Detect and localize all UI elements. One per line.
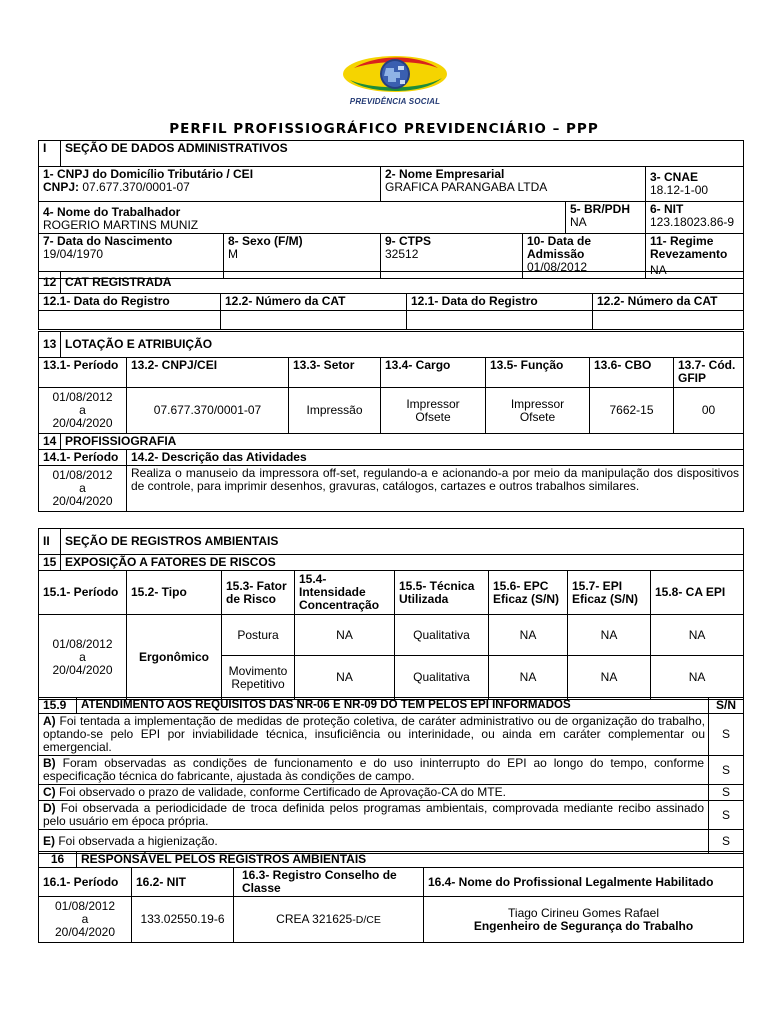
sex-label: 8- Sexo (F/M) bbox=[228, 234, 303, 248]
lotacao-funcao: Impressor Ofsete bbox=[486, 388, 590, 434]
risk-period bbox=[39, 615, 127, 700]
cat-header-number-2: 12.2- Número da CAT bbox=[593, 294, 744, 311]
lotacao-table bbox=[38, 331, 744, 512]
cat-table bbox=[38, 271, 744, 330]
lotacao-header-funcao: 13.5- Função bbox=[486, 358, 590, 388]
lotacao-cnpj: 07.677.370/0001-07 bbox=[127, 388, 289, 434]
profissiografia-section-title: PROFISSIOGRAFIA bbox=[61, 434, 744, 450]
lotacao-section-title: LOTAÇÃO E ATRIBUIÇÃO bbox=[61, 332, 744, 358]
responsible-period bbox=[39, 897, 132, 943]
requirement-c-value: S bbox=[709, 785, 744, 801]
requirement-d-body: Foi observada a periodicidade de troca definida pelos programas ambientais, comprovada mediante recibo assinado pelo usuário em época própria. bbox=[43, 801, 704, 828]
risk-tipo: Ergonômico bbox=[127, 615, 222, 700]
cat-date-1-value bbox=[39, 311, 221, 330]
previdencia-logo bbox=[330, 48, 460, 114]
lotacao-cargo: Impressor Ofsete bbox=[381, 388, 486, 434]
profissiografia-period-start: 01/08/2012 bbox=[52, 468, 113, 482]
requirement-e-value: S bbox=[709, 830, 744, 854]
crea-number: CREA 321625 bbox=[276, 911, 353, 926]
cat-header-number-1: 12.2- Número da CAT bbox=[221, 294, 407, 311]
nit-value: 123.18023.86-9 bbox=[650, 215, 735, 229]
risk-ca-movimento: NA bbox=[651, 656, 744, 700]
lotacao-cbo: 7662-15 bbox=[590, 388, 674, 434]
profissiografia-period bbox=[39, 466, 127, 512]
crea-suffix: -D/CE bbox=[352, 913, 381, 926]
requirement-b-value: S bbox=[709, 756, 744, 785]
cat-header-date-2: 12.1- Data do Registro bbox=[407, 294, 593, 311]
section-2-title: SEÇÃO DE REGISTROS AMBIENTAIS bbox=[61, 529, 744, 555]
section-2-number: II bbox=[39, 529, 61, 555]
requirement-b-body: Foram observadas as condições de funcionamento e do uso ininterrupto do EPI ao longo do tempo, conforme especificação técnica do fabricante, ajustada às condições de campo. bbox=[43, 756, 704, 783]
risk-header-tipo: 15.2- Tipo bbox=[127, 571, 222, 615]
lotacao-header-cnpj: 13.2- CNPJ/CEI bbox=[127, 358, 289, 388]
nit-cell bbox=[646, 202, 744, 234]
lotacao-header-setor: 13.3- Setor bbox=[289, 358, 381, 388]
lotacao-section-number: 13 bbox=[39, 332, 61, 358]
agency-name: PREVIDÊNCIA SOCIAL bbox=[349, 97, 441, 106]
activity-description: Realiza o manuseio da impressora off-set, regulando-a e acionando-a por meio da manipulação dos dispositivos de controle, para imprimir desenhos, gravuras, catálogos, cartazes e outros trabalhos similares. bbox=[127, 466, 744, 512]
section-1-title: SEÇÃO DE DADOS ADMINISTRATIVOS bbox=[61, 141, 744, 167]
exposicao-section-number: 15 bbox=[39, 555, 61, 571]
lotacao-gfip: 00 bbox=[674, 388, 744, 434]
cnpj-value: 07.677.370/0001-07 bbox=[82, 180, 190, 194]
requirement-a-text bbox=[39, 714, 709, 756]
risk-header-fator: 15.3- Fator de Risco bbox=[222, 571, 295, 615]
cnae-value: 18.12-1-00 bbox=[650, 183, 709, 197]
profissiografia-header-desc: 14.2- Descrição das Atividades bbox=[127, 450, 744, 466]
cat-date-2-value bbox=[407, 311, 593, 330]
risk-epc-movimento: NA bbox=[489, 656, 568, 700]
cnae-label: 3- CNAE bbox=[650, 170, 699, 184]
profissiografia-section-number: 14 bbox=[39, 434, 61, 450]
lotacao-header-cbo: 13.6- CBO bbox=[590, 358, 674, 388]
risk-header-epi: 15.7- EPI Eficaz (S/N) bbox=[568, 571, 651, 615]
requirement-c-body: Foi observado o prazo de validade, conforme Certificado de Aprovação-CA do MTE. bbox=[55, 785, 506, 799]
requirements-section-title: ATENDIMENTO AOS REQUISITOS DAS NR-06 E NR-09 DO TEM PELOS EPI INFORMADOS bbox=[77, 698, 709, 714]
risk-header-intensidade: 15.4- Intensidade Concentração bbox=[295, 571, 395, 615]
risk-tecnica-postura: Qualitativa bbox=[395, 615, 489, 656]
lotacao-header-period: 13.1- Período bbox=[39, 358, 127, 388]
worker-name-cell bbox=[39, 202, 566, 234]
responsible-header-name: 16.4- Nome do Profissional Legalmente Habilitado bbox=[424, 868, 744, 897]
ctps-label: 9- CTPS bbox=[385, 234, 432, 248]
requirement-a-value: S bbox=[709, 714, 744, 756]
birth-date-value: 19/04/1970 bbox=[43, 247, 104, 261]
br-pdh-cell bbox=[566, 202, 646, 234]
responsible-professional bbox=[424, 897, 744, 943]
requirement-a-body: Foi tentada a implementação de medidas de proteção coletiva, de caráter administrativo ou de organização do trabalho, optando-se pelo EPI por inviabilidade técnica, insuficiência ou interinidade, ou ainda em caráter complementar ou emergencial. bbox=[43, 714, 705, 754]
cat-number-1-value bbox=[221, 311, 407, 330]
responsible-period-sep: a bbox=[81, 912, 89, 926]
risk-header-epc: 15.6- EPC Eficaz (S/N) bbox=[489, 571, 568, 615]
cnpj-cell bbox=[39, 167, 381, 202]
ctps-value: 32512 bbox=[385, 247, 419, 261]
risk-intensidade-movimento: NA bbox=[295, 656, 395, 700]
lotacao-period bbox=[39, 388, 127, 434]
risk-intensidade-postura: NA bbox=[295, 615, 395, 656]
requirement-c-text bbox=[39, 785, 709, 801]
requirement-b-letter: B) bbox=[43, 756, 56, 770]
exposicao-section-title: EXPOSIÇÃO A FATORES DE RISCOS bbox=[61, 555, 744, 571]
responsible-header-registro: 16.3- Registro Conselho de Classe bbox=[234, 868, 424, 897]
lotacao-setor: Impressão bbox=[289, 388, 381, 434]
shift-regime-label: 11- Regime Revezamento bbox=[650, 234, 728, 261]
responsible-role: Engenheiro de Segurança do Trabalho bbox=[473, 918, 694, 933]
responsible-header-nit: 16.2- NIT bbox=[132, 868, 234, 897]
cnpj-label: 1- CNPJ do Domicílio Tributário / CEI bbox=[43, 167, 254, 181]
br-pdh-value: NA bbox=[570, 215, 587, 229]
section-2-table bbox=[38, 528, 744, 700]
risk-tecnica-movimento: Qualitativa bbox=[395, 656, 489, 700]
risk-epi-movimento: NA bbox=[568, 656, 651, 700]
risk-header-period: 15.1- Período bbox=[39, 571, 127, 615]
admission-date-value: 01/08/2012 bbox=[527, 260, 588, 274]
responsible-section-number: 16 bbox=[39, 852, 77, 868]
worker-name-value: ROGERIO MARTINS MUNIZ bbox=[43, 218, 199, 232]
risk-ca-postura: NA bbox=[651, 615, 744, 656]
globe-logo-icon bbox=[338, 50, 452, 98]
risk-period-sep: a bbox=[79, 649, 86, 664]
requirement-e-letter: E) bbox=[43, 834, 55, 848]
page-title: PERFIL PROFISSIOGRÁFICO PREVIDENCIÁRIO – PPP bbox=[169, 121, 599, 137]
risk-epi-postura: NA bbox=[568, 615, 651, 656]
lotacao-period-end: 20/04/2020 bbox=[52, 416, 113, 430]
br-pdh-label: 5- BR/PDH bbox=[570, 202, 631, 216]
cat-section-title: CAT REGISTRADA bbox=[61, 272, 744, 294]
cat-number-2-value bbox=[593, 311, 744, 330]
profissiografia-header-period: 14.1- Período bbox=[39, 450, 127, 466]
risk-period-end: 20/04/2020 bbox=[52, 662, 113, 677]
requirements-sn-header: S/N bbox=[709, 698, 744, 714]
responsible-nit: 133.02550.19-6 bbox=[132, 897, 234, 943]
risk-header-ca: 15.8- CA EPI bbox=[651, 571, 744, 615]
section-1-number: I bbox=[39, 141, 61, 167]
requirement-e-body: Foi observada a higienização. bbox=[55, 834, 218, 848]
shift-regime-value: NA bbox=[650, 263, 667, 277]
responsible-crea bbox=[234, 897, 424, 943]
lotacao-period-start: 01/08/2012 bbox=[52, 390, 113, 404]
company-name-label: 2- Nome Empresarial bbox=[385, 167, 505, 181]
worker-name-label: 4- Nome do Trabalhador bbox=[43, 205, 181, 219]
responsible-name: Tiago Cirineu Gomes Rafael bbox=[508, 905, 659, 920]
requirement-d-letter: D) bbox=[43, 801, 56, 815]
responsible-period-start: 01/08/2012 bbox=[54, 899, 116, 913]
sex-value: M bbox=[228, 247, 238, 261]
cnpj-prefix: CNPJ: bbox=[43, 180, 80, 194]
risk-header-tecnica: 15.5- Técnica Utilizada bbox=[395, 571, 489, 615]
section-1-table bbox=[38, 140, 744, 279]
requirements-section-number: 15.9 bbox=[39, 698, 77, 714]
risk-fator-postura: Postura bbox=[222, 615, 295, 656]
cnae-cell bbox=[646, 167, 744, 202]
lotacao-header-cargo: 13.4- Cargo bbox=[381, 358, 486, 388]
profissiografia-period-end: 20/04/2020 bbox=[52, 494, 113, 508]
lotacao-header-gfip: 13.7- Cód. GFIP bbox=[674, 358, 744, 388]
cat-header-date-1: 12.1- Data do Registro bbox=[39, 294, 221, 311]
responsible-table bbox=[38, 851, 744, 943]
admission-date-label: 10- Data de Admissão bbox=[527, 234, 592, 261]
requirement-e-text bbox=[39, 830, 709, 854]
profissiografia-period-sep: a bbox=[79, 481, 86, 495]
requirement-c-letter: C) bbox=[43, 785, 56, 799]
lotacao-period-sep: a bbox=[79, 403, 86, 417]
requirements-table bbox=[38, 697, 744, 854]
risk-fator-movimento: Movimento Repetitivo bbox=[222, 656, 295, 700]
cat-section-number: 12 bbox=[39, 272, 61, 294]
responsible-period-end: 20/04/2020 bbox=[54, 925, 116, 939]
requirement-d-text bbox=[39, 801, 709, 830]
company-name-cell bbox=[381, 167, 646, 202]
risk-period-start: 01/08/2012 bbox=[52, 636, 113, 651]
risk-epc-postura: NA bbox=[489, 615, 568, 656]
requirement-d-value: S bbox=[709, 801, 744, 830]
responsible-header-period: 16.1- Período bbox=[39, 868, 132, 897]
responsible-section-title: RESPONSÁVEL PELOS REGISTROS AMBIENTAIS bbox=[77, 852, 744, 868]
requirement-a-letter: A) bbox=[43, 714, 56, 728]
birth-date-label: 7- Data do Nascimento bbox=[43, 234, 173, 248]
company-name-value: GRAFICA PARANGABA LTDA bbox=[385, 180, 548, 194]
requirement-b-text bbox=[39, 756, 709, 785]
nit-label: 6- NIT bbox=[650, 202, 684, 216]
